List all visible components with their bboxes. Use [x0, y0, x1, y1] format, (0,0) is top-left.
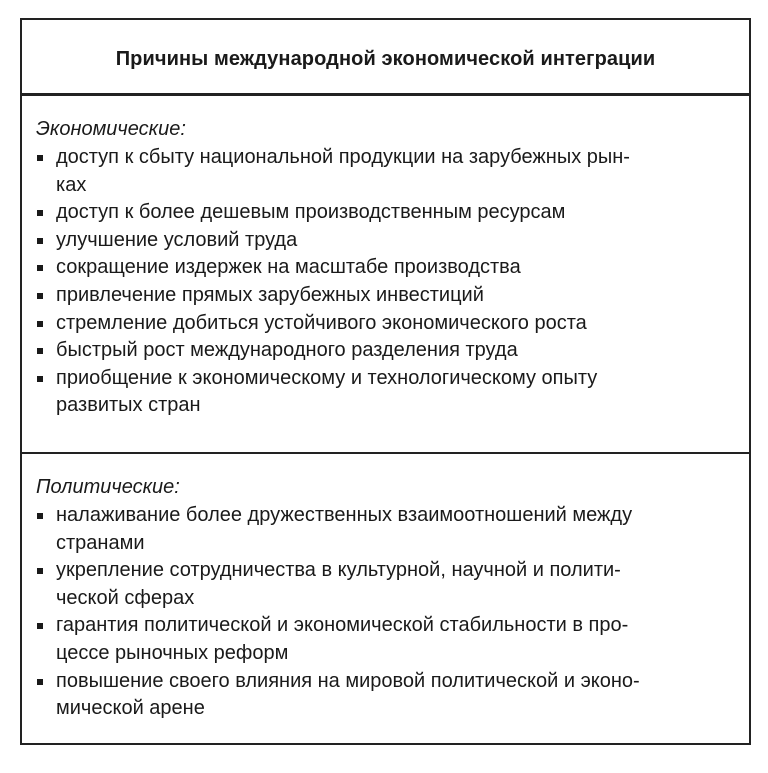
list-item — [36, 254, 729, 282]
list-item — [36, 282, 729, 310]
list-item-text: доступ к более дешевым производственным ресурсам — [56, 201, 566, 224]
bullet-icon — [37, 265, 43, 271]
list-item — [36, 612, 729, 667]
bullet-icon — [37, 568, 43, 574]
table-title: Причины международной экономической интеграции — [115, 48, 656, 70]
list-item-text: ках — [56, 173, 87, 196]
bullet-icon — [37, 679, 43, 685]
bullet-icon — [37, 238, 43, 244]
list-item-text: развитых стран — [56, 394, 201, 417]
list-item-text: привлечение прямых зарубежных инвестиций — [56, 283, 484, 306]
list-item-text: цессе рыночных реформ — [56, 641, 289, 664]
bullet-icon — [37, 348, 43, 354]
bullet-icon — [37, 513, 43, 519]
bullet-icon — [37, 376, 43, 382]
list-item — [36, 668, 729, 723]
bullet-icon — [37, 210, 43, 216]
list-item-text: налаживание более дружественных взаимоотношений между — [56, 504, 633, 526]
list-item-text: повышение своего влияния на мировой политической и эконо- — [56, 669, 640, 692]
economic-list — [36, 144, 729, 420]
political-heading: Политические: — [36, 476, 180, 498]
list-item — [36, 365, 729, 420]
list-item-text: гарантия политической и экономической стабильности в про- — [56, 614, 629, 637]
list-item — [36, 502, 729, 557]
list-item-text: ческой сферах — [56, 586, 195, 609]
list-item-text: улучшение условий труда — [56, 228, 298, 251]
list-item-text: сокращение издержек на масштабе производства — [56, 256, 521, 279]
list-item-text: быстрый рост международного разделения труда — [56, 339, 518, 362]
table-header — [22, 20, 749, 96]
list-item — [36, 557, 729, 612]
economic-heading: Экономические: — [36, 118, 186, 140]
list-item-text: странами — [56, 531, 145, 554]
bullet-icon — [37, 293, 43, 299]
reasons-table — [20, 18, 751, 745]
list-item — [36, 337, 729, 365]
list-item-text: мической арене — [56, 697, 205, 720]
bullet-icon — [37, 623, 43, 629]
list-item-text: стремление добиться устойчивого экономического роста — [56, 311, 587, 334]
political-section — [22, 454, 749, 743]
list-item — [36, 144, 729, 199]
list-item — [36, 227, 729, 255]
list-item-text: укрепление сотрудничества в культурной, научной и полити- — [56, 559, 621, 582]
economic-section — [22, 96, 749, 454]
list-item — [36, 310, 729, 338]
political-list — [36, 502, 729, 723]
list-item-text: приобщение к экономическому и технологическому опыту — [56, 366, 598, 389]
bullet-icon — [37, 155, 43, 161]
list-item — [36, 199, 729, 227]
bullet-icon — [37, 321, 43, 327]
list-item-text: доступ к сбыту национальной продукции на зарубежных рын- — [56, 146, 630, 168]
